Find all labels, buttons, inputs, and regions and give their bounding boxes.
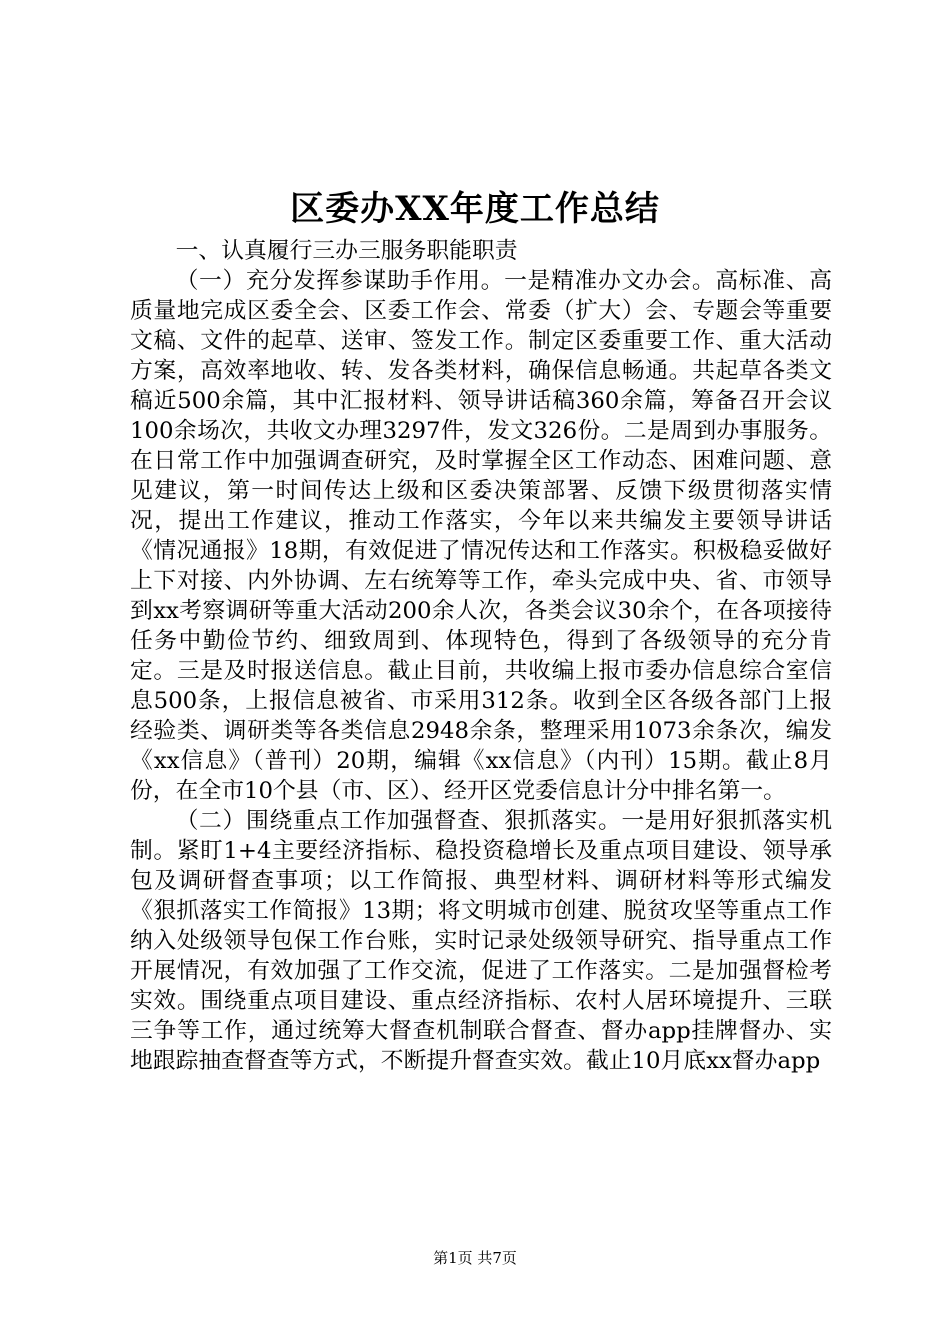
page-footer: 第1页 共7页 — [433, 1249, 517, 1267]
document-title: 区委办XX年度工作总结 — [290, 189, 660, 229]
paragraph-2: （二）围绕重点工作加强督查、狠抓落实。一是用好狠抓落实机制。紧盯1+4主要经济指标、稳投资稳增长及重点项目建设、领导承包及调研督查事项；以工作简报、典型材料、调研材料等形式编发《狠抓落实工作简报》13期；将文明城市创建、脱贫攻坚等重点工作纳入处级领导包保工作台账，实时记录处级领导研究、指导重点工作开展情况，有效加强了工作交流，促进了工作落实。二是加强督检考实效。围绕重点项目建设、重点经济指标、农村人居环境提升、三联三争等工作，通过统筹大督查机制联合督查、督办app挂牌督办、实地跟踪抽查督查等方式，不断提升督查实效。截止10月底xx督办app — [130, 808, 832, 1074]
section-heading: 一、认真履行三办三服务职能职责 — [175, 238, 518, 264]
document-body — [130, 236, 832, 1076]
paragraph-1: （一）充分发挥参谋助手作用。一是精准办文办会。高标准、高质量地完成区委全会、区委工作会、常委（扩大）会、专题会等重要文稿、文件的起草、送审、签发工作。制定区委重要工作、重大活动方案，高效率地收、转、发各类材料，确保信息畅通。共起草各类文稿近500余篇，其中汇报材料、领导讲话稿360余篇，筹备召开会议100余场次，共收文办理3297件，发文326份。二是周到办事服务。在日常工作中加强调查研究，及时掌握全区工作动态、困难问题、意见建议，第一时间传达上级和区委决策部署、反馈下级贯彻落实情况，提出工作建议，推动工作落实，今年以来共编发主要领导讲话《情况通报》18期，有效促进了情况传达和工作落实。积极稳妥做好上下对接、内外协调、左右统筹等工作，牵头完成中央、省、市领导到xx考察调研等重大活动200余人次，各类会议30余个，在各项接待任务中勤俭节约、细致周到、体现特色，得到了各级领导的充分肯定。三是及时报送信息。截止目前，共收编上报市委办信息综合室信息500条，上报信息被省、市采用312条。收到全区各级各部门上报经验类、调研类等各类信息2948余条，整理采用1073余条次，编发《xx信息》（普刊）20期，编辑《xx信息》（内刊）15期。截止8月份，在全市10个县（市、区）、经开区党委信息计分中排名第一。 — [130, 268, 832, 804]
